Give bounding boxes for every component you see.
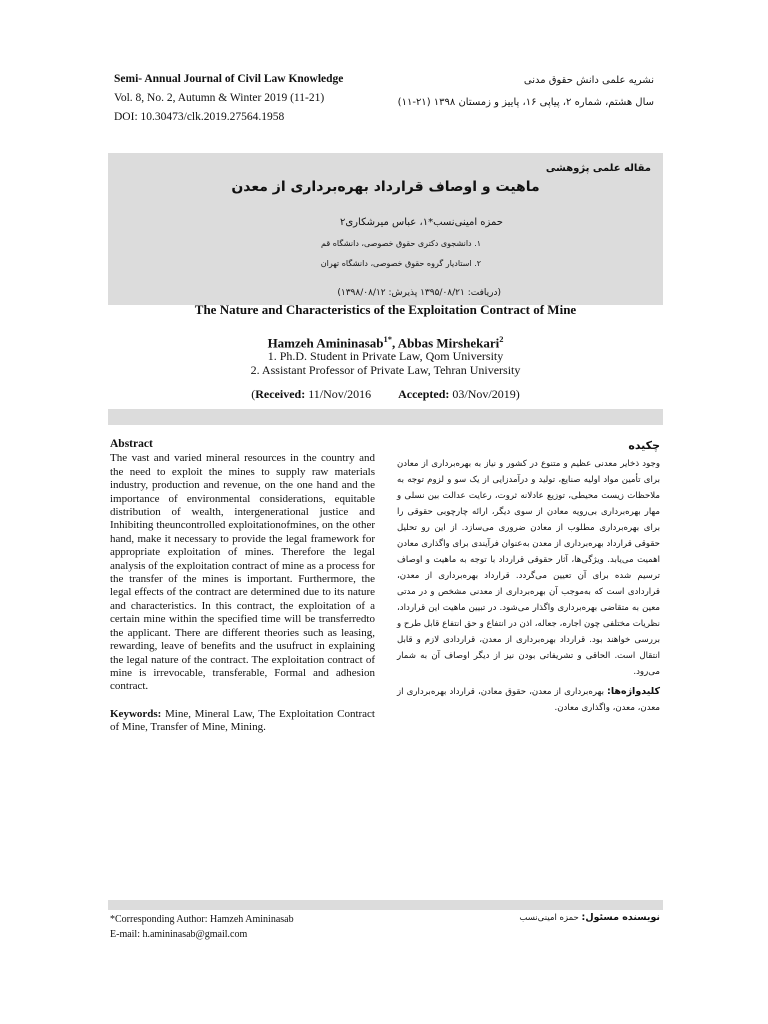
accepted-label: Accepted:	[398, 387, 450, 401]
fa-title-box	[108, 153, 663, 305]
author-separator: ,	[391, 335, 398, 351]
accepted-value: 03/Nov/2019)	[452, 387, 520, 401]
abstract-en-heading: Abstract	[110, 438, 153, 450]
journal-header-fa	[398, 70, 654, 114]
abstract-fa-text: وجود ذخایر معدنی عظیم و متنوع در کشور و نیاز به بهره‌برداری از معادن برای تأمین مواد اولیه صنایع، تولید و درآمدزایی از یک سو و لزوم توجه به ملاحظات زیست محیطی، توزیع عادلانه ثروت، رعایت عدالت بین نسلی و مهار بهره‌برداری بی‌رویه معادن از سوی دیگر، ارائه چارچوبی حقوقی را برای بهره‌برداری مطلوب از معادن ضروری می‌سازد. از این رو تحلیل حقوقی قرارداد بهره‌برداری از معدن به‌عنوان فرآیندی برای واگذاری معادن اهمیت می‌یابد. ویژگی‌ها، آثار حقوقی قرارداد با توجه به ماهیت و اوصاف ترسیم شده برای آن تعیین می‌گردد. قرارداد بهره‌برداری از معدن، قراردادی است که به‌موجب آن بهره‌برداری از معدنی مشخص و در مدتی معین به متقاضی بهره‌برداری واگذار می‌شود. در تبیین ماهیت این قرارداد، نظریات مختلفی چون اجاره، جعاله، اذن در انتفاع و حق انتفاع قابل طرح و بررسی خواهند بود. قرارداد بهره‌برداری از معدن، قراردادی لازم و قابل انتقال است. الحاقی و تشریفاتی بودن نیز از دیگر اوصاف آن به شمار می‌رود.	[397, 459, 660, 677]
fa-article-title: ماهیت و اوصاف قرارداد بهره‌برداری از معدن	[231, 179, 540, 195]
author-2-name: Abbas Mirshekari	[397, 335, 500, 351]
keywords-fa-label: کلیدواژه‌ها:	[607, 686, 660, 697]
author-2-sup: 2	[499, 334, 504, 344]
footer-bar	[108, 900, 663, 910]
abstract-en	[110, 438, 375, 735]
abstract-fa	[397, 438, 660, 716]
received-value: 11/Nov/2016	[308, 387, 372, 401]
keywords-fa	[397, 684, 660, 716]
journal-header-en	[114, 70, 343, 127]
keywords-en	[110, 708, 375, 735]
footer-en	[110, 912, 294, 942]
fa-affiliation-2: ۲. استادیار گروه حقوق خصوصی، دانشگاه تهران	[320, 259, 481, 268]
journal-name-fa: نشریه علمی دانش حقوق مدنی	[523, 75, 654, 86]
journal-volume-fa: سال هشتم، شماره ۲، پیاپی ۱۶، پاییز و زمستان ۱۳۹۸ (۲۱-۱۱)	[397, 97, 654, 108]
journal-doi: DOI: 10.30473/clk.2019.27564.1958	[114, 111, 285, 123]
fa-authors: حمزه امینی‌نسب*۱، عباس میرشکاری۲	[339, 217, 503, 228]
keywords-fa-text: بهره‌برداری از معدن، حقوق معادن، قرارداد بهره‌برداری از معدن، معدن، واگذاری معادن.	[397, 687, 660, 713]
footer-fa	[519, 912, 660, 923]
corresponding-fa-value: حمزه امینی‌نسب	[519, 913, 579, 923]
keywords-en-label: Keywords:	[110, 707, 162, 720]
author-1-name: Hamzeh Amininasab	[267, 335, 384, 351]
journal-name-en: Semi- Annual Journal of Civil Law Knowledge	[114, 73, 344, 85]
received-label: Received:	[255, 387, 306, 401]
fa-article-type: مقاله علمی پژوهشی	[545, 163, 651, 174]
corresponding-email: E-mail: h.amininasab@gmail.com	[110, 929, 248, 940]
en-dates: (Received: 11/Nov/2016 Accepted: 03/Nov/2019)	[251, 387, 520, 401]
abstract-en-text: The vast and varied mineral resources in the country and the need to exploit the mines to supply raw materials industry, production and revenue, on the one hand and the importance of environmental considerations, equitable distribution of wealth, intergenerational justice and Inhibiting theuncontrolled exploitationofmines, on the other hand, make it necessary to provide the legal framework for appropriate exploitation of mines. Therefore the legal analysis of the exploitation contract of mine as a process for the transfer of the mines is important. Furthermore, the legal effects of the contract are determined due to its nature and characteristics. In this contract, the exploitation of a certain mine within the specified time will be transferredto the applicant. There are different theories such as leasing, rewarding, leave of benefits and the usufruct in explaining the legal nature of the contract. The exploitation contract of mine is irrevocable, transferable, Formal and adhesion contract.	[110, 452, 375, 693]
corresponding-author-en: *Corresponding Author: Hamzeh Amininasab	[110, 914, 294, 925]
separator-bar	[108, 409, 663, 425]
corresponding-fa-label: نویسنده مسئول:	[581, 912, 660, 923]
fa-dates: (دریافت: ۱۳۹۵/۰۸/۲۱ پذیرش: ۱۳۹۸/۰۸/۱۲)	[337, 288, 501, 298]
en-affiliation-2: 2. Assistant Professor of Private Law, Tehran University	[250, 363, 521, 377]
en-article-title: The Nature and Characteristics of the Exploitation Contract of Mine	[194, 302, 577, 317]
abstract-fa-heading: چکیده	[628, 439, 660, 452]
keywords-en-text: Mine, Mineral Law, The Exploitation Contract of Mine, Transfer of Mine, Mining.	[110, 707, 375, 734]
author-1-sup: 1*	[383, 334, 392, 344]
fa-affiliation-1: ۱. دانشجوی دکتری حقوق خصوصی، دانشگاه قم	[321, 239, 481, 248]
journal-volume-en: Vol. 8, No. 2, Autumn & Winter 2019 (11-21)	[114, 92, 325, 104]
en-affiliation-1: 1. Ph.D. Student in Private Law, Qom University	[267, 349, 504, 363]
